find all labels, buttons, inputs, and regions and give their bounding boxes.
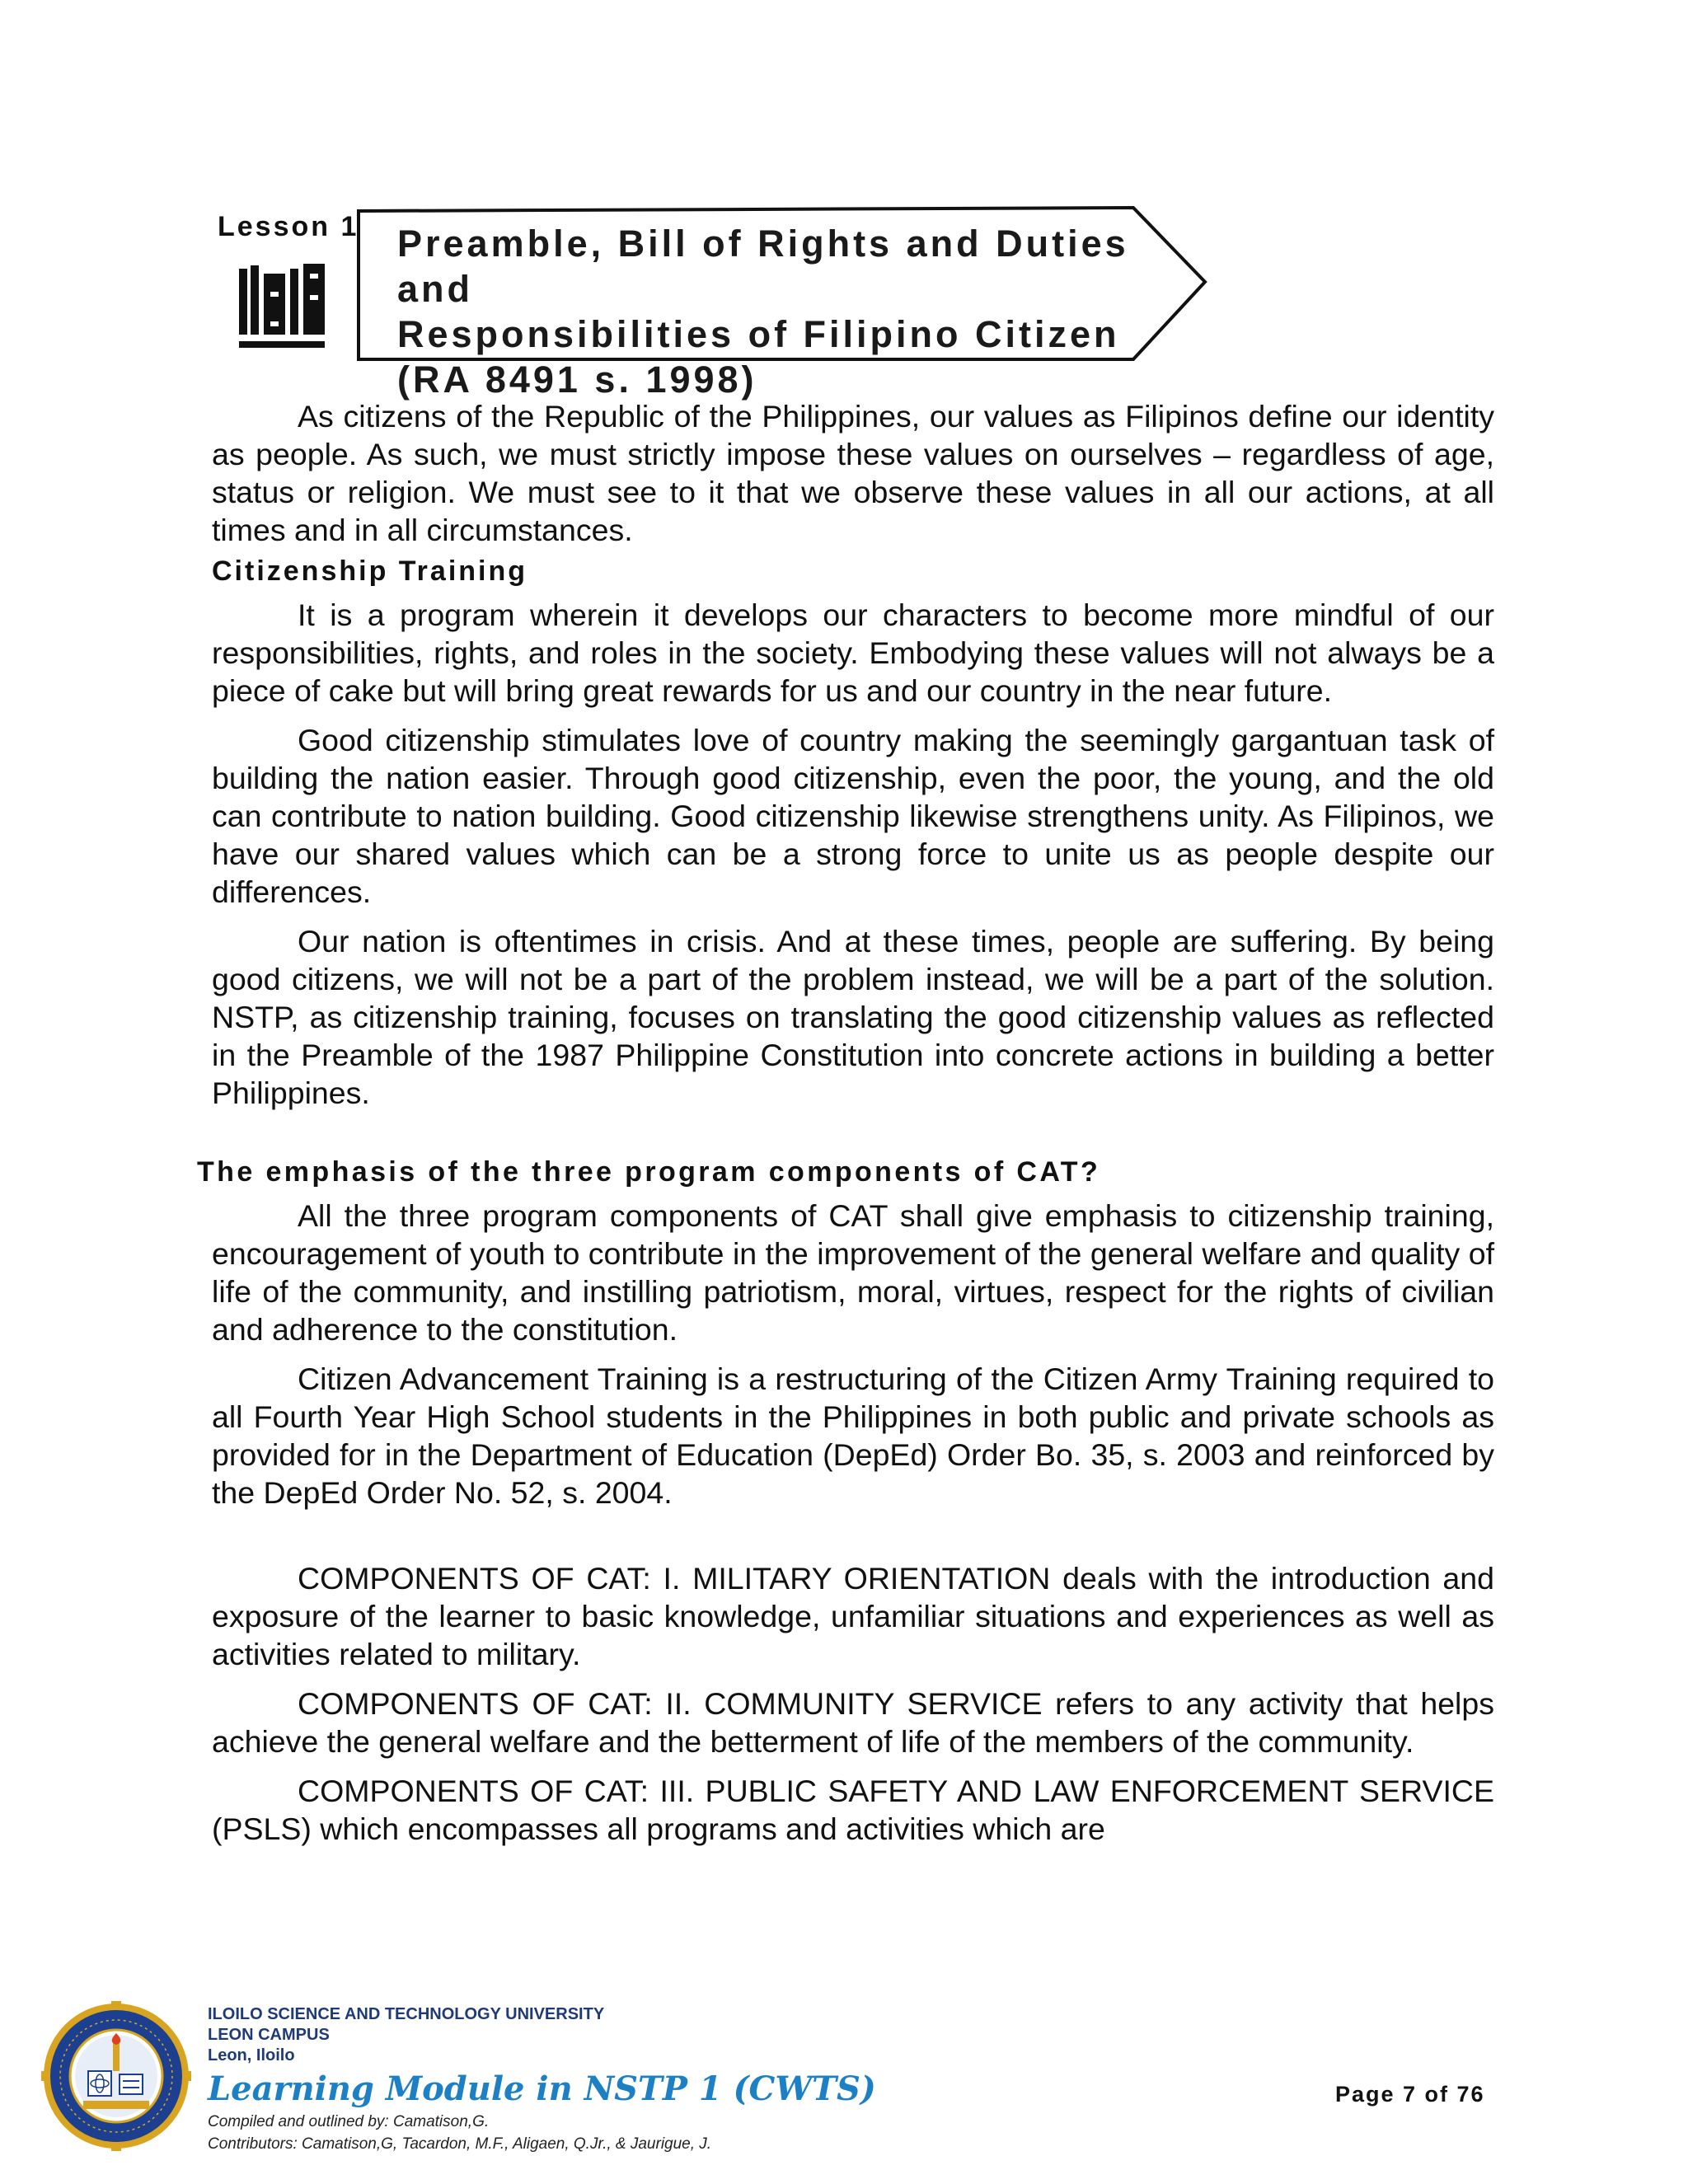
component-paragraph: COMPONENTS OF CAT: I. MILITARY ORIENTATION deals with the introduction and exposure of the learner to basic knowledge, unfamiliar situations and experiences as well as activities related to military. (212, 1561, 1494, 1671)
lesson-title-line: (RA 8491 s. 1998) (397, 359, 757, 401)
footer-campus: LEON CAMPUS (208, 2026, 330, 2044)
component-paragraph: COMPONENTS OF CAT: II. COMMUNITY SERVICE refers to any activity that helps achieve the general welfare and the betterment of life of the members of the community. (212, 1686, 1494, 1759)
lesson-title-line: Preamble, Bill of Rights and Duties and (397, 223, 1129, 310)
component-paragraph: COMPONENTS OF CAT: III. PUBLIC SAFETY AND LAW ENFORCEMENT SERVICE (PSLS) which encompasses all programs and activities which are (212, 1774, 1494, 1846)
intro-paragraph: As citizens of the Republic of the Philippines, our values as Filipinos define our identity as people. As such, we must strictly impose these values on ourselves – regardless of age, status or religion. We must see to it that we observe these values in all our actions, at all times and in all circumstances. (212, 399, 1494, 547)
citizenship-paragraph: Good citizenship stimulates love of country making the seemingly gargantuan task of building the nation easier. Through good citizenship, even the poor, the young, and the old can contribute to nation building. Good citizenship likewise strengthens unity. As Filipinos, we have our shared values which can be a strong force to unite us as people despite our differences. (212, 723, 1494, 909)
lesson-title-banner (356, 201, 1218, 401)
citizenship-paragraph: It is a program wherein it develops our characters to become more mindful of our responsibilities, rights, and roles in the society. Embodying these values will not always be a piece of cake but will bring great rewards for us and our country in the near future. (212, 598, 1494, 708)
books-icon (239, 262, 326, 349)
footer-university: ILOILO SCIENCE AND TECHNOLOGY UNIVERSITY (208, 2005, 605, 2023)
footer-contributors: Contributors: Camatison,G, Tacardon, M.F., Aligaen, Q.Jr., & Jaurigue, J. (208, 2135, 712, 2153)
emphasis-paragraph: All the three program components of CAT shall give emphasis to citizenship training, encouragement of youth to contribute in the improvement of the general welfare and quality of life of the community, and instilling patriotism, moral, virtues, respect for the rights of civilian and adherence to the constitution. (212, 1198, 1494, 1347)
citizenship-paragraph: Our nation is oftentimes in crisis. And at these times, people are suffering. By being good citizens, we will not be a part of the problem instead, we will be a part of the solution. NSTP, as citizenship training, focuses on translating the good citizenship values as reflected in the Preamble of the 1987 Philippine Constitution into concrete actions in building a better Philippines. (212, 924, 1494, 1110)
footer-module-title: Learning Module in NSTP 1 (CWTS) (208, 2069, 876, 2108)
lesson-title (397, 221, 1156, 402)
footer-compiled-by: Compiled and outlined by: Camatison,G. (208, 2113, 490, 2130)
lesson-label: Lesson 1 (218, 211, 359, 242)
footer-location: Leon, Iloilo (208, 2046, 295, 2064)
emphasis-paragraph: Citizen Advancement Training is a restructuring of the Citizen Army Training required to all Fourth Year High School students in the Philippines in both public and private schools as provided for in the Department of Education (DepEd) Order Bo. 35, s. 2003 and reinforced by the DepEd Order No. 52, s. 2004. (212, 1361, 1494, 1510)
cat-emphasis-heading: The emphasis of the three program components of CAT? (197, 1156, 1101, 1188)
page-number: Page 7 of 76 (1335, 2082, 1485, 2107)
university-seal-icon (41, 2001, 191, 2151)
lesson-body (197, 397, 1494, 1848)
citizenship-training-heading: Citizenship Training (212, 555, 528, 587)
footer (208, 2004, 950, 2155)
lesson-title-line: Responsibilities of Filipino Citizen (397, 313, 1120, 355)
